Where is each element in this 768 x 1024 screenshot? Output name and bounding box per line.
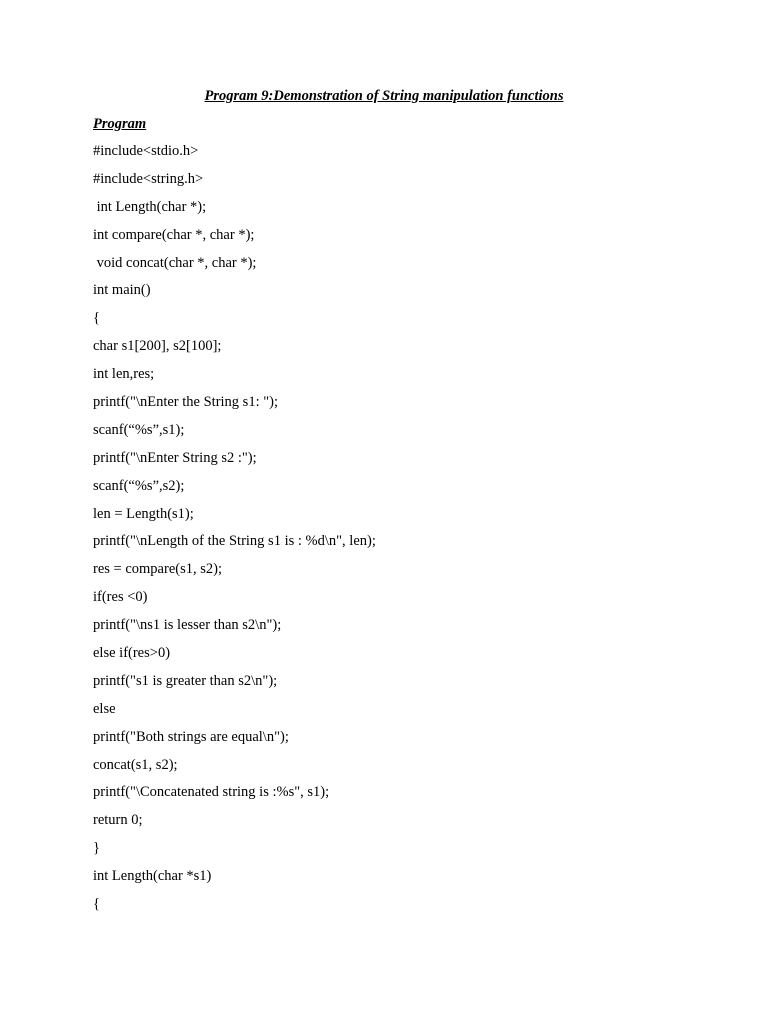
code-line: printf("\nEnter String s2 :");: [93, 449, 257, 466]
section-heading: Program: [93, 116, 147, 132]
code-line: printf("\nEnter the String s1: ");: [93, 394, 279, 411]
code-line: char s1[200], s2[100];: [93, 338, 222, 355]
code-line: printf("\Concatenated string is :%s", s1);: [93, 784, 330, 801]
code-line: len = Length(s1);: [93, 505, 194, 522]
code-line: int len,res;: [93, 366, 155, 383]
code-line: int main(): [93, 282, 151, 299]
code-line: if(res <0): [93, 589, 148, 606]
code-listing: [93, 141, 376, 922]
code-line: return 0;: [93, 812, 143, 829]
code-line: printf("\ns1 is lesser than s2\n");: [93, 617, 282, 634]
code-line: {: [93, 310, 100, 327]
code-line: concat(s1, s2);: [93, 756, 178, 773]
code-line: }: [93, 840, 100, 857]
code-line: scanf(“%s”,s2);: [93, 477, 185, 494]
code-line: scanf(“%s”,s1);: [93, 421, 185, 438]
code-line: #include<string.h>: [93, 170, 204, 187]
code-line: printf("s1 is greater than s2\n");: [93, 672, 278, 689]
code-line: int Length(char *);: [93, 198, 207, 215]
code-line: int Length(char *s1): [93, 868, 212, 885]
code-line: {: [93, 896, 100, 913]
code-line: void concat(char *, char *);: [93, 254, 257, 271]
code-line: printf("\nLength of the String s1 is : %d\n", len);: [93, 533, 376, 550]
code-line: printf("Both strings are equal\n");: [93, 728, 289, 745]
document-title: Program 9:Demonstration of String manipulation functions: [204, 88, 564, 104]
code-line: int compare(char *, char *);: [93, 226, 255, 243]
code-line: res = compare(s1, s2);: [93, 561, 222, 578]
code-line: else if(res>0): [93, 645, 171, 662]
code-line: #include<stdio.h>: [93, 143, 199, 159]
code-line: else: [93, 700, 116, 717]
